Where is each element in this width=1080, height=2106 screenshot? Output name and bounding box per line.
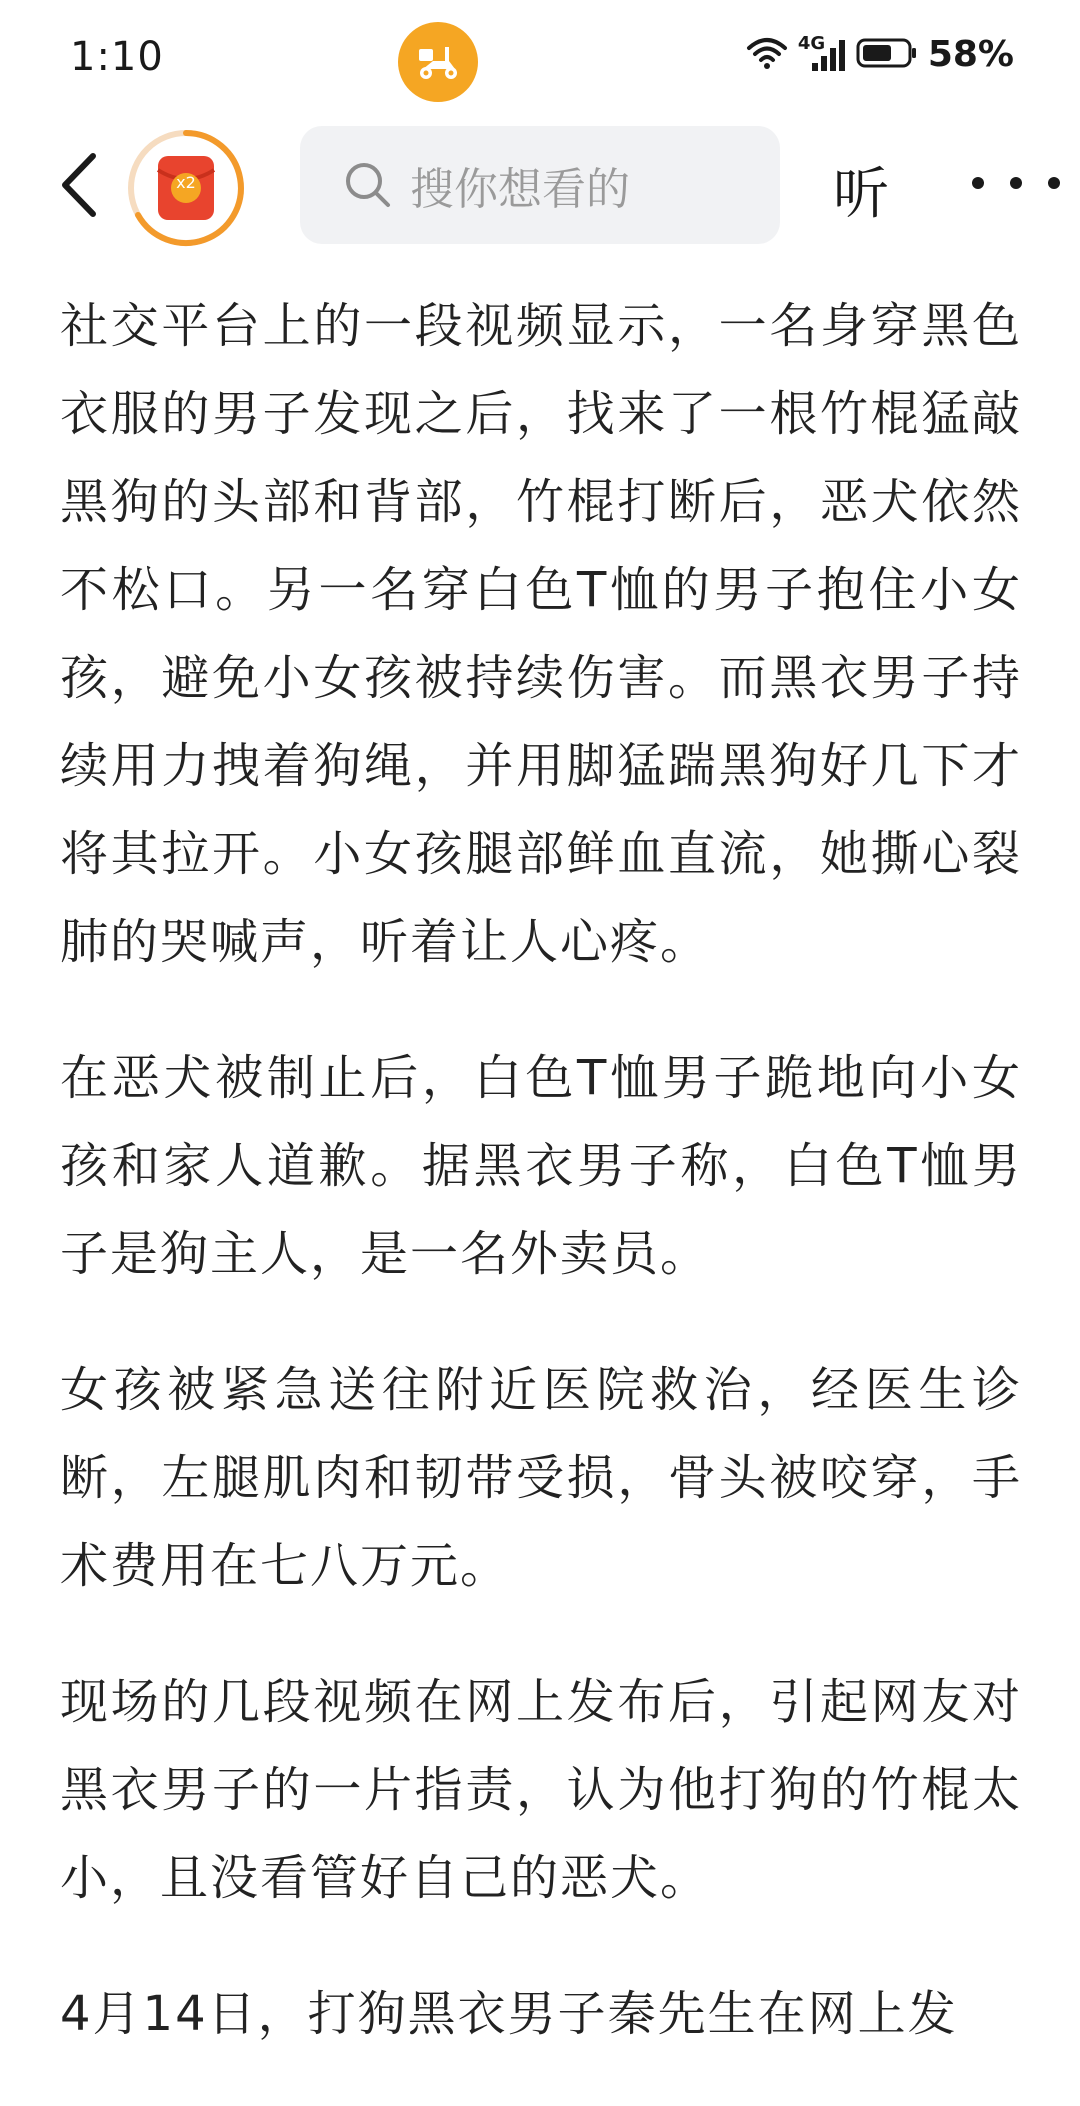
cellular-signal-icon (797, 32, 846, 73)
article-paragraph: 4月14日，打狗黑衣男子秦先生在网上发 (60, 1986, 958, 2042)
status-time: 1:10 (70, 34, 164, 80)
chevron-left-icon (59, 152, 99, 222)
search-input[interactable] (300, 126, 780, 244)
delivery-scooter-icon (398, 22, 478, 102)
article-paragraph: 在恶犬被制止后，白色T恤男子跪地向小女孩和家人道歉。据黑衣男子称，白色T恤男子是狗主人，是一名外卖员。 (60, 1050, 1022, 1282)
status-bar (0, 0, 1080, 120)
more-horizontal-icon (970, 175, 1062, 195)
search-icon (342, 159, 394, 211)
back-button[interactable] (44, 142, 114, 232)
listen-button[interactable]: 听 (833, 162, 889, 227)
more-button[interactable] (966, 160, 1066, 210)
battery-icon (856, 36, 918, 74)
reward-multiplier: x2 (176, 173, 196, 192)
status-indicators (746, 34, 1014, 75)
network-type: 4G (797, 32, 826, 54)
article-body (60, 282, 1022, 2106)
wifi-icon (746, 36, 788, 74)
search-placeholder: 搜你想看的 (410, 164, 630, 215)
top-nav-bar (0, 120, 1080, 250)
article-paragraph: 女孩被紧急送往附近医院救治，经医生诊断，左腿肌肉和韧带受损，骨头被咬穿，手术费用在七八万元。 (60, 1362, 1022, 1594)
reward-progress-badge[interactable] (124, 126, 248, 250)
battery-percentage: 58% (927, 34, 1014, 75)
article-paragraph: 现场的几段视频在网上发布后，引起网友对黑衣男子的一片指责，认为他打狗的竹棍太小，且没看管好自己的恶犬。 (60, 1674, 1022, 1906)
article-paragraph: 社交平台上的一段视频显示，一名身穿黑色衣服的男子发现之后，找来了一根竹棍猛敲黑狗的头部和背部，竹棍打断后，恶犬依然不松口。另一名穿白色T恤的男子抱住小女孩，避免小女孩被持续伤害。而黑衣男子持续用力拽着狗绳，并用脚猛踹黑狗好几下才将其拉开。小女孩腿部鲜血直流，她撕心裂肺的哭喊声，听着让人心疼。 (60, 298, 1022, 970)
